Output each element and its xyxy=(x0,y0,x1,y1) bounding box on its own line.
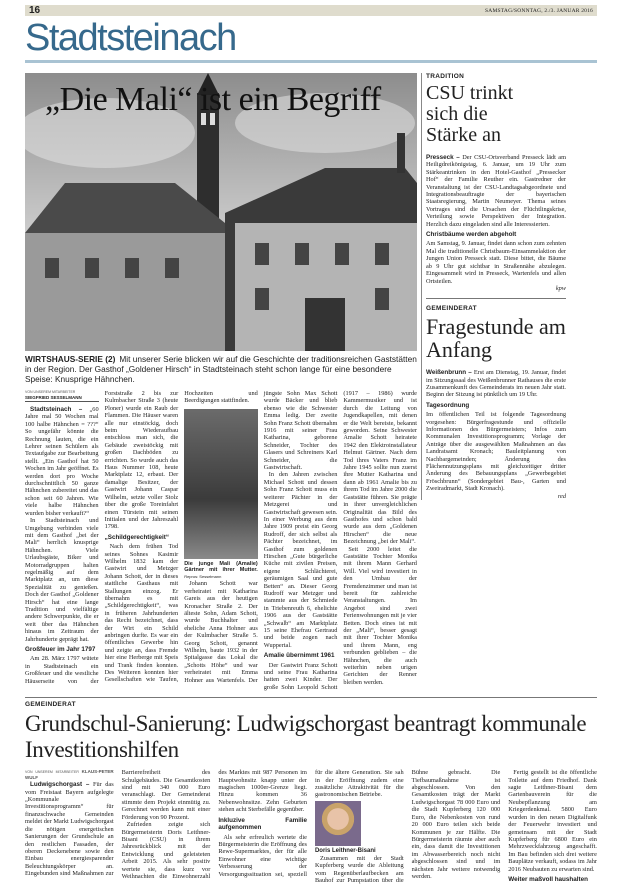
page-number: 16 xyxy=(29,5,41,16)
caption-kicker: WIRTSHAUS-SERIE (2) xyxy=(25,354,116,364)
subheading: Weiter maßvoll haushalten xyxy=(508,875,588,883)
photo-caption-text: Die junge Mali (Amalie) Gärtner mit ihrer Mutter. xyxy=(184,560,258,574)
paragraph: Nach dem frühen Tod seines Sohnes Kasimir Wilhelm 1832 kam der Gastwirt und Metzger Johann Schott, der in dieses stattliche Gasthaus mit Stallungen einzog. Er übernahm es mit „Schildgerechtigkeit“, was in früheren Jahrhunderten das Recht bezeichnet, dass der Wirt ein Schild anbringen durfte. Es war ein öffentliches Gewerbe hin und zeigte an, dass Fremde hier eine Herberge mit Speis und Trank finden konnten. Des Weiteren konnten hier Gesellschaften wie Taufen, Hochzeiten und Beerdigungen stattfinden. xyxy=(104,390,258,684)
body-text: Der CSU-Ortsverband Presseck lädt am Heiligdreikönigstag, 6. Januar, um 19 Uhr zum Stärkeantrinken in den Hotel-Gasthof „Pressecker Hof“ der Familie Reuther ein. Gastredner der Veranstaltung ist der CSU-Landtagsabgeordnete und Integrationsbeauftragte der bayerischen Staatsregierung, Martin Neumeyer. Thema seines Vortrages sind die Ursachen der Flüchtlingskrise, Verteilung sowie Perspektiven der Integration. Herzlich dazu eingeladen sind alle Interessierten. xyxy=(426,154,567,228)
paragraph: Der Gastwirt Franz Schott und seine Frau Katharina hatten zwei Kinder. Der große Sohn Leopold Schott (1917 – 1986) wurde Kammermusiker und ist durch die Leitung von Jugendkapellen, mit denen er die Welt bereiste, bekannt geworden. Seine Schwester Amalie Schott heiratete 1942 den Elektroinstallateur Helmut Gärtner. Nach dem Tod ihres Vaters Franz im Jahre 1945 sollte nun zuerst ihre Mutter Katharina und dann ab 1961 Amalie bis zu ihrem Tod im Jahre 2000 die Gaststätte führen. Sie prägte in ihrer unvergleichlichen Originalität das Bild des Gasthofes und schon bald wurde aus dem „Goldenen Hirschen“ die neue Bezeichnung „bei der Mali“. xyxy=(263,390,417,691)
photo-mali-and-mother xyxy=(184,409,258,559)
sidebar-headline: CSU trinkt sich die Stärke an xyxy=(426,82,514,146)
section-title: Stadtsteinach xyxy=(25,17,236,59)
paragraph: In den Jahren zwischen Michael Schott und dessen Sohn Franz Schott muss ein weiterer Pächter in der Metzgerei und Gastwirtschaft gewesen sein. In einer Werbung aus dem Jahre 1909 preist ein Georg Rudroff, der sich selbst als Pächter bezeichnet, im Gasthof zum goldenen Hirschen „Gute bürgerliche Küche mit zivilen Preisen, eigene Schlächterei, geräumigen Saal und gute Betten“ an. Dieser Georg Rudroff war Metzger und stammte aus der Schmiede in Triebenreuth 6, ehelichte 1906 aus der Gaststätte „Schwalb“ am Marktplatz 15 seine Ehefrau Gertraud und beide zogen nach Wuppertal. xyxy=(263,471,338,649)
byline-text: VON UNSEREM MITARBEITER xyxy=(25,770,79,775)
upper-section xyxy=(25,73,597,691)
paragraph: Seit 2000 leitet die Gaststätte Tochter Monika mit ihrem Mann Gerhard Will. Viel wird investiert in den Umbau der Fremdenzimmer und man ist bereit für zahlreiche Veranstaltungen. Im Angebot sind zwei Ferienwohnungen mit je vier Betten. Doch eines ist mit der „Mali“, besser gesagt mit ihrer Tochter Monika und ihrem Mann, eng verbunden geblieben – die Hähnchen, die auch weiterhin neben urigen Gerichten der Renner bleiben werden. xyxy=(343,545,417,686)
author: KLAUS-PETER WULF xyxy=(25,769,114,781)
paragraph-text: „60 Jahre mal 50 Wochen mal 100 halbe Hähnchen = ???“ So ungefähr könnte die Rechnung lauten, die ein Lehrer seinen Schülern als Textaufgabe zur Bearbeitung stellt. „Ein Gasthof hat 50 Wochen im Jahr geöffnet. Es werden dort pro Woche durchschnittlich 50 ganze Hähnchen zubereitet und das schon seit 60 Jahren. Wie viele halbe Hähnchen wurden bisher verkauft?“ xyxy=(25,406,99,517)
main-story xyxy=(25,73,417,691)
main-article xyxy=(25,390,417,691)
subheading: „Schildgerechtigkeit“ xyxy=(104,533,169,541)
issue-date: SAMSTAG/SONNTAG, 2./3. JANUAR 2016 xyxy=(485,7,593,14)
author-sign: red xyxy=(557,492,566,500)
main-photo-gasthof xyxy=(25,73,417,351)
byline: VON UNSEREM MITARBEITER xyxy=(25,390,76,394)
caption-text: Mit unserer Serie blicken wir auf die Geschichte der traditionsreichen Gaststätten in der Region. Der Gasthof „Goldener Hirsch“ in Stadtsteinach steht schon lange für eine besondere Speise: Knusprige Hähnchen. xyxy=(25,354,417,384)
body-text: Im öffentlichen Teil ist folgende Tagesordnung vorgesehen: Bürgerfragestunde und offizielle Informationen des Bürgermeisters; Infos zum Kommunalen Investitionsprogramm; Vorlage der Anträge über die ausgewählten Maßnahmen an das Landratsamt Kronach; Bauleitplanung von Nachbargemeinden; Änderung des Flächennutzungsplans mit gleichzeitiger dritter Änderung des Bebauungsplans „Gewerbegebiet Fröschbrunn“ (Sondergebiet Bau-, Garten und Zweiradmarkt, Stadt Kronach). xyxy=(426,411,566,493)
bottom-story xyxy=(25,697,597,890)
sidebar xyxy=(421,73,593,500)
photo-credit: Repros: Sesselmann xyxy=(184,573,222,579)
kicker: GEMEINDERAT xyxy=(25,701,76,709)
sidebar-body xyxy=(426,411,566,500)
sidebar-article-gemeinderat xyxy=(426,305,593,500)
subheading: Amalie übernimmt 1961 xyxy=(263,652,335,660)
newspaper-page xyxy=(25,0,597,891)
dateline: Ludwigschorgast – xyxy=(30,781,90,789)
paragraph: Zufrieden zeigte sich Bürgermeisterin Doris Leithner-Bisani (CSU) in ihrem Jahresrückblick mit der Entwicklung und geleisteten Arbeit 2015. Als sehr positiv wertete sie, dass kurz vor Weihnachten die Einwohnerzahl des Marktes mit 987 Personen im Hauptwohnsitz knapp unter der magischen 1000er-Grenze liegt. Hinzu kommen 36 Nebenwohnsitze. Zehn Geburten stehen acht Sterbefälle gegenüber. xyxy=(121,769,307,880)
kicker: GEMEINDERAT xyxy=(426,305,477,313)
page-header-bar xyxy=(25,5,597,16)
portrait-caption: Doris Leithner-Bisani xyxy=(314,847,376,854)
subheading: Christbäume werden abgeholt xyxy=(426,231,517,239)
subheading: Inkluzive Familie aufgenommen xyxy=(218,816,307,832)
kicker: TRADITION xyxy=(426,73,465,80)
photo-caption xyxy=(25,354,417,384)
divider xyxy=(426,298,566,299)
dateline: Weißenbrunn – xyxy=(426,369,472,377)
body-text: Erst am Dienstag, 19. Januar, findet im Sitzungssaal des Weißenbrunner Rathauses die erste Zusammenkunft des Gemeinderats im neuen Jahr statt. Beginn der Sitzung ist pünktlich um 19 Uhr. xyxy=(426,369,566,399)
subheading: Tagesordnung xyxy=(426,401,470,409)
paragraph: Als sehr erfreulich wertete die Bürgermeisterin die Eröffnung des Rewe-Supermarktes, der für alle Einwohner eine wichtige Verbesserung der Versorgungssituation sei, speziell für die ältere Generation. Sie sah in der Eröffnung zudem eine zusätzliche Attraktivität für die gastronomischen Betriebe. xyxy=(218,769,404,878)
author-sign: kpw xyxy=(555,284,566,292)
subheading: Großfeuer im Jahr 1797 xyxy=(25,646,96,653)
byline xyxy=(25,769,114,781)
portrait-photo xyxy=(315,801,361,846)
sidebar-body xyxy=(426,240,566,292)
main-headline: „Die Mali“ ist ein Begriff xyxy=(45,81,381,118)
sidebar-body xyxy=(426,154,566,228)
bottom-headline: Grundschul-Sanierung: Ludwigschorgast beantragt kommunale Investitionshilfen xyxy=(25,711,587,763)
photo-caption-mali xyxy=(184,561,258,581)
paragraph: Fertig gestellt ist die öffentliche Toilette auf dem Friedhof. Dank sagte Leithner-Bisani dem Gartenbauverein für die Neubepflanzung am Kriegerdenkmal. 5800 Euro wurden in den neuen Digitalfunk der Feuerwehr investiert und gemeinsam mit der Stadt Kupferberg für 6800 Euro ein Mehrzweckfahrzeug angeschafft. Im Bau befinden sich drei weitere Bauplätze verkauft, sodass im Jahr 2016 Neubauten zu erwarten sind. xyxy=(508,769,597,873)
paragraph: Am 28. März 1797 wütete in Stadtsteinach ein Großfeuer und die westliche Häuserseite von der Forststraße 2 bis zur Kulmbacher Straße 3 (heute Ploner) wurde ein Raub der Flammen. Die Häuser waren alle nur einstöckig, doch beim Wiederaufbau entschloss man sich, die Gebäude zweistöckig mit großen Dachböden zu errichten. So wurde auch das Haus Nummer 108, heute Marktplatz 12, erbaut. Der damalige Besitzer, der Gastwirt Johann Caspar Wilhelm, setzte voller Stolz über die große Toreinfahrt einen Türstein mit seinen Initialen und der Jahreszahl 1798. xyxy=(25,390,179,685)
paragraph: In Stadtsteinach und Umgebung verbinden viele mit dem Gasthof „bei der Mali“ herrlich knusprige Hähnchen. Viele Urlaubsgäste, Biker und Motorradgruppen halten regelmäßig auf dem Marktplatz an, um diese Spezialität zu genießen. Doch der Gasthof „Goldener Hirsch“ hat eine lange Tradition und vielfältige andere Schwerpunkte, die er weit über das Hähnchen hinaus im Zeitraum der Jahrhunderte geprägt hat. xyxy=(25,517,99,643)
bottom-article xyxy=(25,769,597,890)
dateline: Stadtsteinach – xyxy=(30,406,83,413)
portrait-block xyxy=(315,799,404,855)
paragraph: Johann Schott war verheiratet mit Katharina Gareis aus der heutigen Kronacher Straße 2. Der älteste Sohn, Adam Schott, wurde Buchhalter und eheliche Anna Hohner aus der Kulmbacher Straße 5. Georg Schott, genannt Wilhelm, baute 1932 in der Spitalgasse das Lokal die „Schotts Höhe“ und war verheiratet mit Emma Hohner aus Wartenfels. Der jüngste Sohn Max Schott wurde Bäcker und blieb ebenso wie die Schwester Emma ledig. Der zweite Sohn Franz Schott übernahm 1916 mit seiner Frau Katharina, geborene Schneider, Tochter des Glasers und Schreiners Karl Schneider, die Gastwirtschaft. xyxy=(184,390,338,684)
paragraph xyxy=(25,406,99,517)
section-rule xyxy=(25,60,597,63)
author: SIEGFRIED SESSELMANN xyxy=(25,395,99,403)
body-text: Am Samstag, 9. Januar, findet dann schon zum zehnten Mal die traditionelle Christbaum-Einsammelaktion der Jungen Union Presseck statt. Diese bittet, die Bäume ab 9 Uhr gut sichtbar in Straßennähe abzulegen. Eingesammelt wird in Presseck, Wartenfels und allen Ortsteilen. xyxy=(426,240,566,285)
sidebar-headline: Fragestunde am Anfang xyxy=(426,314,566,363)
dateline: Presseck – xyxy=(426,154,460,161)
paragraph: Zusammen mit der Stadt Kupferberg wurde die Ableitung vom Regenüberlaufbecken am Bauhof zur Pumpstation über die Bühne gebracht. Die Tiefbaumaßnahme ist abgeschlossen. Von den Gesamtkosten trägt der Markt Ludwigschorgast 78 000 Euro und die Stadt Kupferberg 120 000 Euro, die Nebenkosten von rund 20 000 Euro teilen sich beide Kommunen je zur Hälfte. Die Bürgermeisterin räumte aber auch ein, dass damit die Investitionen im Abwasserbereich noch nicht abgeschlossen sind und im nächsten Jahr weitere notwendig werden. xyxy=(314,769,501,885)
sidebar-article-csu xyxy=(426,73,593,292)
sidebar-body xyxy=(426,369,566,399)
paragraph-text: Für das vom Freistaat Bayern aufgelegte „Kommunale Investitionsprogramm“ für finanzschwache Gemeinden meldet der Markt Ludwigschorgast die nötigen energetischen Sanierungen der Grundschule an den restlichen Fassaden, der oberen Deckenebene sowie den Einbau energiesparender Beleuchtungskörper an. Eingebunden sind Maßnahmen zur Barrierefreiheit des Schulgebäudes. Die Gesamtkosten sind mit 340 000 Euro veranschlagt. Der Gemeinderat stimmte dem Projekt einmütig zu. Gerechnet werden kann mit einer Förderung von 90 Prozent. xyxy=(25,769,211,878)
